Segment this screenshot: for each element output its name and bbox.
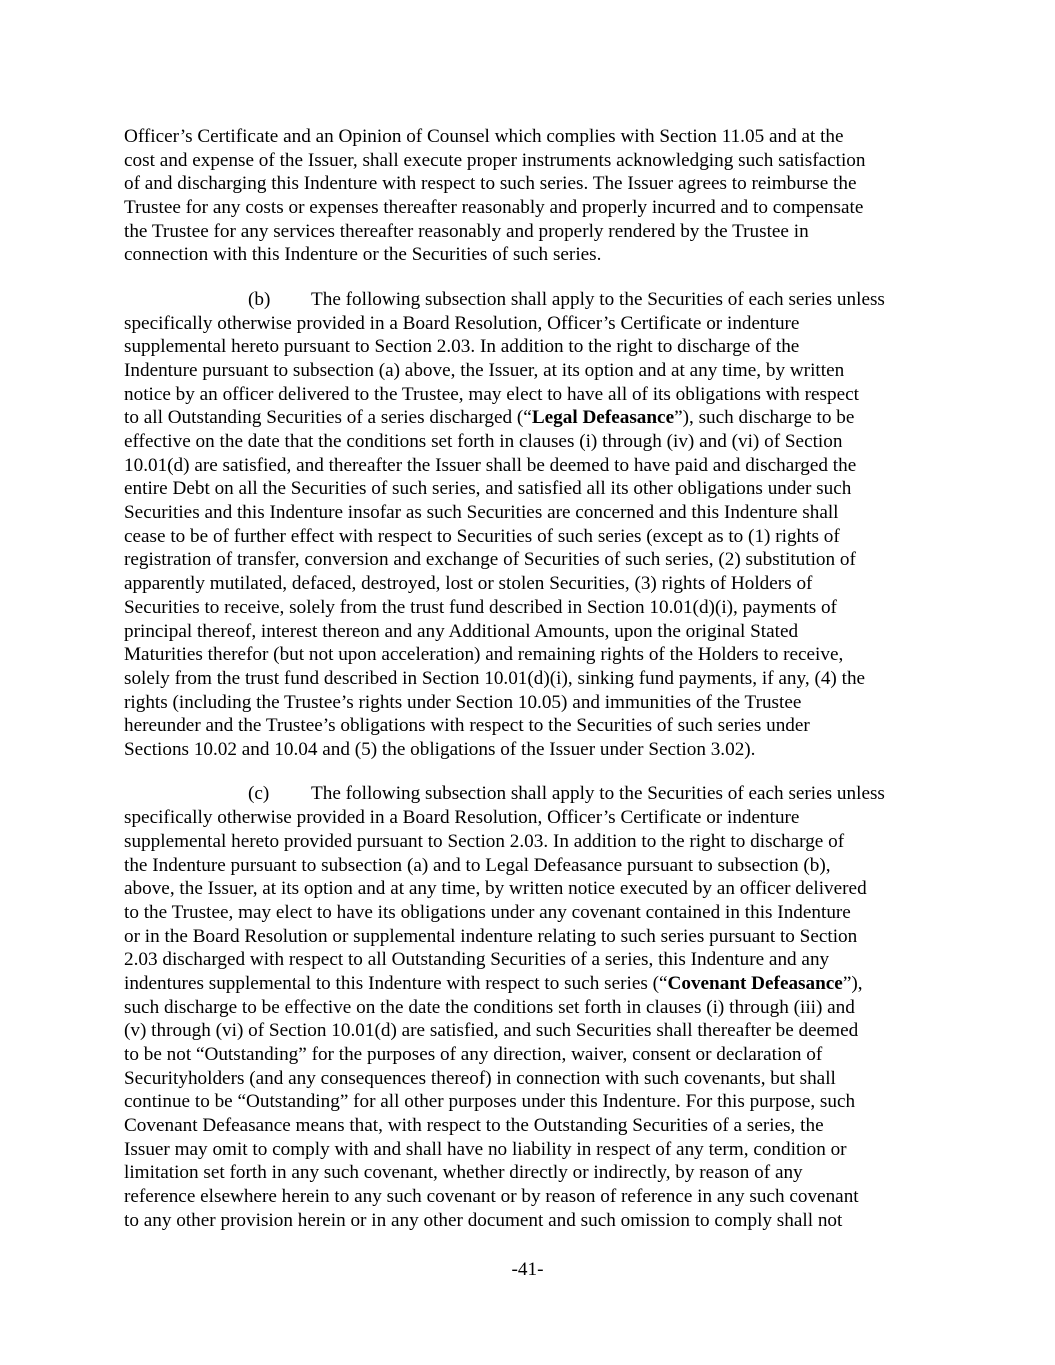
text-line: continue to be “Outstanding” for all other purposes under this Indenture. For this purpose, such [124, 1091, 856, 1113]
text-line: the Trustee for any services thereafter reasonably and properly rendered by the Trustee in [124, 220, 809, 242]
text-line: to any other provision herein or in any other document and such omission to comply shall not [124, 1209, 843, 1231]
text-line: Securities and this Indenture insofar as such Securities are concerned and this Indenture shall [124, 502, 839, 524]
text-line: Maturities therefor (but not upon acceleration) and remaining rights of the Holders to receive, [124, 644, 844, 666]
term-line-suffix: ”), such discharge to be [674, 407, 855, 429]
paragraph-spacer [124, 762, 936, 783]
text-line: cost and expense of the Issuer, shall execute proper instruments acknowledging such satisfaction [124, 149, 866, 171]
text-line: Covenant Defeasance means that, with respect to the Outstanding Securities of a series, the [124, 1115, 824, 1137]
paragraph-c [124, 782, 936, 1232]
text-line: above, the Issuer, at its option and at any time, by written notice executed by an officer delivered [124, 878, 867, 900]
text-line: 10.01(d) are satisfied, and thereafter the Issuer shall be deemed to have paid and discharged the [124, 454, 857, 476]
text-line: supplemental hereto pursuant to Section 2.03. In addition to the right to discharge of the [124, 336, 800, 358]
text-line [124, 972, 936, 996]
text-line: notice by an officer delivered to the Trustee, may elect to have all of its obligations with respect [124, 383, 859, 405]
text-line: principal thereof, interest thereon and any Additional Amounts, upon the original Stated [124, 620, 799, 642]
paragraph-a [124, 125, 936, 267]
text-line: entire Debt on all the Securities of such series, and satisfied all its other obligations under such [124, 478, 852, 500]
text-line: connection with this Indenture or the Securities of such series. [124, 244, 602, 266]
document-page [124, 125, 936, 1233]
term-line-prefix: to all Outstanding Securities of a series discharged (“ [124, 407, 532, 429]
text-line: Sections 10.02 and 10.04 and (5) the obligations of the Issuer under Section 3.02). [124, 738, 756, 760]
text-line: registration of transfer, conversion and exchange of Securities of such series, (2) substitution of [124, 549, 856, 571]
text-line: 2.03 discharged with respect to all Outstanding Securities of a series, this Indenture and any [124, 949, 830, 971]
page-number: -41- [511, 1259, 544, 1280]
defined-term-covenant-defeasance: Covenant Defeasance [667, 972, 843, 994]
paragraph-c-first-line: The following subsection shall apply to the Securities of each series unless [311, 783, 885, 805]
defined-term-legal-defeasance: Legal Defeasance [531, 407, 675, 429]
text-line: the Indenture pursuant to subsection (a) and to Legal Defeasance pursuant to subsection (b), [124, 854, 831, 876]
text-line: Securityholders (and any consequences thereof) in connection with such covenants, but shall [124, 1067, 836, 1089]
text-line: effective on the date that the conditions set forth in clauses (i) through (iv) and (vi) of Section [124, 431, 843, 453]
text-line: of and discharging this Indenture with respect to such series. The Issuer agrees to reimburse the [124, 173, 857, 195]
text-line: apparently mutilated, defaced, destroyed, lost or stolen Securities, (3) rights of Holders of [124, 573, 813, 595]
text-line: reference elsewhere herein to any such covenant or by reason of reference in any such covenant [124, 1186, 859, 1208]
text-line: specifically otherwise provided in a Board Resolution, Officer’s Certificate or indenture [124, 807, 800, 829]
term-line-prefix: indentures supplemental to this Indenture with respect to such series (“ [124, 972, 668, 994]
text-line [124, 288, 936, 312]
text-line: Officer’s Certificate and an Opinion of Counsel which complies with Section 11.05 and at the [124, 126, 844, 147]
text-line: such discharge to be effective on the date the conditions set forth in clauses (i) through (iii) and [124, 996, 855, 1018]
subsection-label-c: (c) [248, 783, 270, 805]
paragraph-b [124, 288, 936, 762]
text-line: specifically otherwise provided in a Board Resolution, Officer’s Certificate or indenture [124, 312, 800, 334]
text-line: or in the Board Resolution or supplemental indenture relating to such series pursuant to Section [124, 925, 858, 947]
paragraph-b-first-line: The following subsection shall apply to the Securities of each series unless [311, 288, 885, 310]
paragraph-spacer [124, 267, 936, 288]
text-line [124, 782, 936, 806]
text-line: supplemental hereto provided pursuant to Section 2.03. In addition to the right to discharge of [124, 830, 845, 852]
text-line: cease to be of further effect with respect to Securities of such series (except as to (1) rights of [124, 525, 840, 547]
text-line: rights (including the Trustee’s rights under Section 10.05) and immunities of the Trustee [124, 691, 802, 713]
text-line: Trustee for any costs or expenses thereafter reasonably and properly incurred and to compensate [124, 197, 864, 219]
text-line: Securities to receive, solely from the trust fund described in Section 10.01(d)(i), payments of [124, 596, 837, 618]
text-line: to be not “Outstanding” for the purposes of any direction, waiver, consent or declaration of [124, 1044, 823, 1066]
term-line-suffix: ”), [842, 972, 863, 994]
text-line [124, 406, 936, 430]
text-line: (v) through (vi) of Section 10.01(d) are satisfied, and such Securities shall thereafter be deemed [124, 1020, 859, 1042]
text-line: limitation set forth in any such covenant, whether directly or indirectly, by reason of any [124, 1162, 803, 1184]
text-line: Issuer may omit to comply with and shall have no liability in respect of any term, condition or [124, 1138, 847, 1160]
subsection-label-b: (b) [248, 288, 271, 310]
text-line: hereunder and the Trustee’s obligations with respect to the Securities of such series under [124, 715, 810, 737]
text-line: Indenture pursuant to subsection (a) above, the Issuer, at its option and at any time, by written [124, 359, 845, 381]
text-line: solely from the trust fund described in Section 10.01(d)(i), sinking fund payments, if any, (4) the [124, 667, 866, 689]
text-line: to the Trustee, may elect to have its obligations under any covenant contained in this Indenture [124, 901, 851, 923]
